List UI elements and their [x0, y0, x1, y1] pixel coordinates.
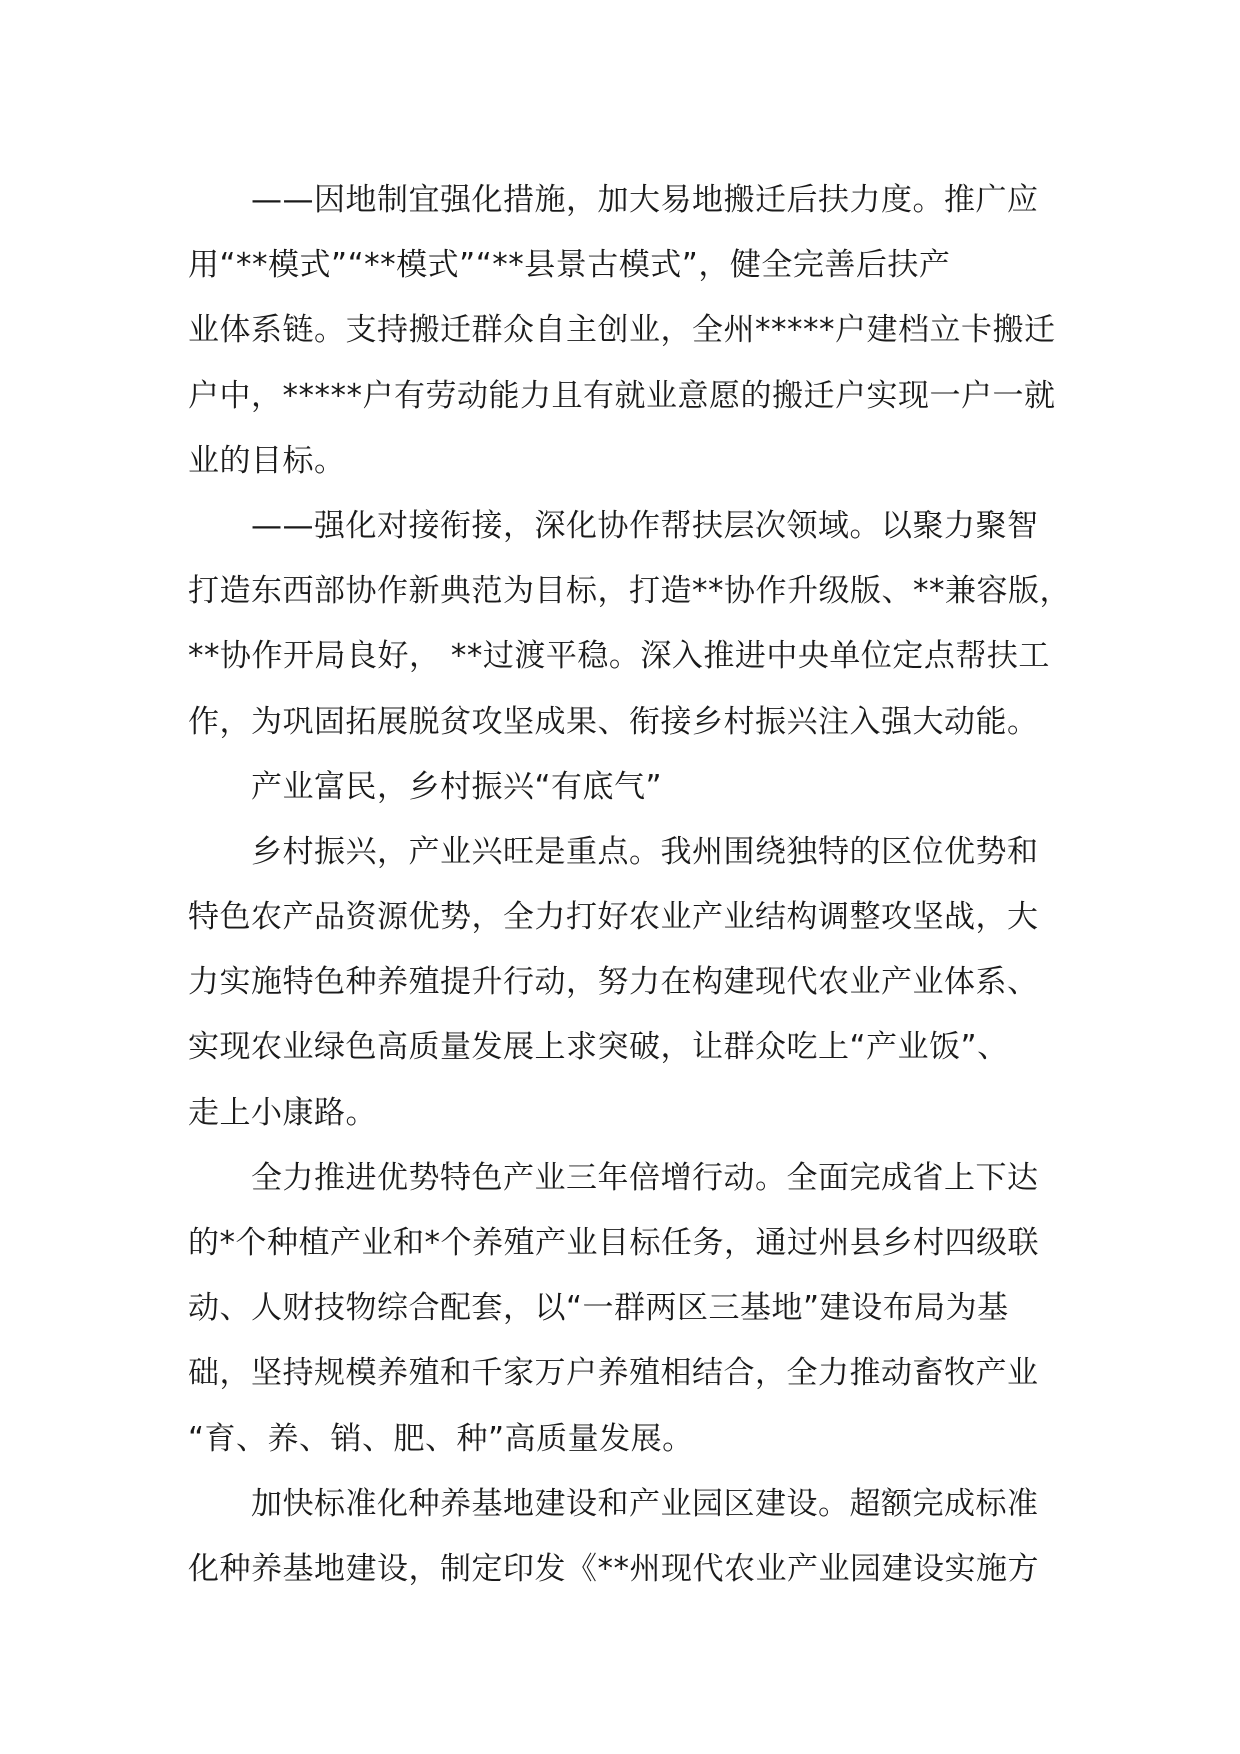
text-line: ——强化对接衔接，深化协作帮扶层次领域。以聚力聚智 — [251, 507, 1039, 544]
document-body — [188, 168, 1088, 1602]
text-line: 业体系链。支持搬迁群众自主创业，全州*****户建档立卡搬迁 — [188, 312, 1056, 349]
text-line: 实现农业绿色高质量发展上求突破，让群众吃上“产业饭”、 — [188, 1029, 1009, 1066]
text-line: 全力推进优势特色产业三年倍增行动。全面完成省上下达 — [251, 1159, 1039, 1196]
text-line: 作，为巩固拓展脱贫攻坚成果、衔接乡村振兴注入强大动能。 — [188, 703, 1039, 740]
text-line: 特色农产品资源优势，全力打好农业产业结构调整攻坚战，大 — [188, 899, 1039, 936]
text-line: 的*个种植产业和*个养殖产业目标任务，通过州县乡村四级联 — [188, 1225, 1039, 1261]
text-line: **协作开局良好， **过渡平稳。深入推进中央单位定点帮扶工 — [188, 638, 1050, 675]
text-line: 走上小康路。 — [188, 1094, 377, 1131]
text-line: 力实施特色种养殖提升行动，努力在构建现代农业产业体系、 — [188, 964, 1039, 1001]
text-line: 础，坚持规模养殖和千家万户养殖相结合，全力推动畜牧产业 — [188, 1355, 1039, 1392]
text-line: “育、养、销、肥、种”高质量发展。 — [188, 1420, 694, 1457]
section-heading: 产业富民，乡村振兴“有底气” — [251, 768, 663, 805]
text-line: 化种养基地建设，制定印发《**州现代农业产业园建设实施方 — [188, 1550, 1039, 1587]
text-line: 用“**模式”“**模式”“**县景古模式”，健全完善后扶产 — [188, 247, 951, 284]
text-line: 户中，*****户有劳动能力且有就业意愿的搬迁户实现一户一就 — [188, 377, 1056, 414]
text-line: 业的目标。 — [188, 442, 346, 479]
text-line: 动、人财技物综合配套，以“一群两区三基地”建设布局为基 — [188, 1290, 1009, 1327]
text-line: 打造东西部协作新典范为目标，打造**协作升级版、**兼容版， — [188, 573, 1071, 610]
text-line: 加快标准化种养基地建设和产业园区建设。超额完成标准 — [251, 1485, 1039, 1522]
text-line: 乡村振兴，产业兴旺是重点。我州围绕独特的区位优势和 — [251, 833, 1039, 870]
text-line: ——因地制宜强化措施，加大易地搬迁后扶力度。推广应 — [251, 182, 1039, 218]
